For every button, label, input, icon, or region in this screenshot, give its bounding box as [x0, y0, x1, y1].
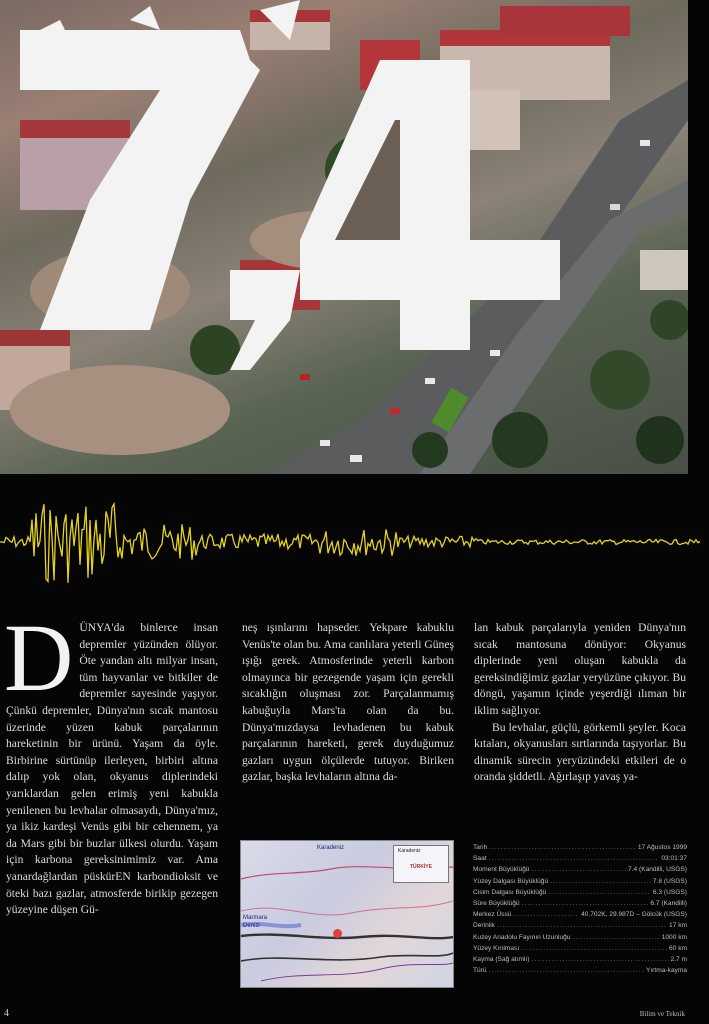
epicenter-marker	[333, 929, 342, 938]
map-inset	[393, 845, 449, 883]
epicenter-map	[240, 840, 454, 988]
fact-key: Yüzey Kırılması	[473, 944, 520, 952]
fact-value: 17 Ağustos 1999	[637, 844, 687, 851]
fact-value: 6.3 (USGS)	[652, 888, 687, 896]
fact-key: Moment Büyüklüğü	[473, 866, 530, 874]
fact-row	[473, 943, 687, 954]
fact-key: Saat	[473, 855, 487, 863]
fact-row	[473, 920, 687, 931]
fact-leader-dots	[489, 853, 660, 864]
fact-value: 6.7 (Kandilli)	[650, 900, 687, 908]
fact-leader-dots	[489, 965, 644, 976]
fact-key: Türü	[473, 967, 487, 975]
fact-row	[473, 932, 687, 943]
quake-facts-table	[473, 842, 687, 976]
fact-value: 17 km	[669, 922, 687, 930]
fact-row	[473, 909, 687, 920]
fact-leader-dots	[548, 887, 651, 898]
fact-row	[473, 853, 687, 864]
fact-row	[473, 887, 687, 898]
fact-value: 1000 km	[661, 933, 687, 941]
inset-country: TÜRKİYE	[410, 864, 432, 870]
inset-title: Karadeniz	[398, 848, 421, 854]
fact-key: Kuzey Anadolu Fayının Uzunluğu	[473, 933, 571, 941]
article-paragraph: ÜNYA'da binlerce insan depremler yüzünden ölüyor. Öte yandan altı milyar insan, tüm hayvanlar ve bitkiler de depremler sayesinde yaşıyor. Çünkü depremler, Dünya'nın sıcak mantosu üzerinde yüzen kabuk parçalarının hareketinin bir ürünü. Yaşam da öyle. Birbirine sürtünüp ilerleyen, birbiri altına dalıp yok olan, okyanus diplerindeki yarıklardan gelen erimiş yeni kabukla yenilenen bu levhalar olmasaydı, Dünya'mız, ya ikiz kardeşi Venüs gibi bir cehennem, ya da Mars gibi bir buzlar ülkesi olurdu. Yaşam için karbona gereksinimimiz var. Ama yanardağlardan püskürEN karbondioksit ve öteki bazı gazlar, atmosferde birikip gezegen yüzeyine düşen Gü-	[6, 621, 218, 917]
article-paragraph: Bu levhalar, güçlü, görkemli şeyler. Koca kıtaları, okyanusları sırtlarında taşıyorlar. Bu dinamik sürecin yeryüzündeki etkileri de o oranda şiddetli. Ağırlaşıp yavaş ya-	[474, 720, 686, 784]
footer-publication: Bilim ve Teknik	[639, 1010, 685, 1018]
dropcap: D	[4, 604, 74, 711]
fact-leader-dots	[489, 842, 636, 853]
fact-value: 40.702K, 29.987D – Gölcük (USGS)	[581, 911, 687, 919]
fact-row	[473, 965, 687, 976]
page-number: 4	[4, 1008, 9, 1019]
fact-key: Tarih	[473, 844, 488, 851]
fact-value: 7.4 (Kandilli, USGS)	[628, 866, 687, 874]
map-label-marmara: Marmara	[243, 915, 268, 921]
fact-key: Kayma (Sağ atımlı)	[473, 956, 530, 964]
fact-row	[473, 898, 687, 909]
fact-value: 2.7 m	[670, 956, 687, 964]
fact-value: Yırtma-kayma	[645, 967, 687, 975]
fact-key: Süre Büyüklüğü	[473, 900, 520, 908]
article-paragraph: neş ışınlarını hapseder. Yekpare kabuklu Venüs'te olan bu. Ama canlılara yeterli Güneş ışığı gerek. Atmosferinde yeterli karbon olmayınca bir gezegende yaşam için gerekli sıcaklığın oluşması zor. Parçalanmamış kabuğuyla Mars'ta olan da bu. Dünya'mızdaysa levhadenen bu kabuk parçalarının hareketi, gerek duyduğumuz gazları uygun ölçülerde tutuyor. Biriken gazlar, başka levhaların altına da-	[242, 621, 454, 784]
magnitude-graphic	[0, 0, 600, 370]
earthquake-aerial-photo	[0, 0, 688, 474]
fact-key: Derinlik	[473, 922, 495, 930]
fact-value: 60 km	[669, 944, 687, 952]
fact-leader-dots	[573, 932, 660, 943]
fact-key: Merkez Üssü	[473, 911, 512, 919]
fact-leader-dots	[497, 920, 667, 931]
fact-leader-dots	[513, 909, 579, 920]
article-paragraph: lan kabuk parçalarıyla yeniden Dünya'nın sıcak mantosuna dönüyor: Okyanus diplerinde yeni oluşan kabukla da gereksindiğimiz gazlar yeryüzüne çıkıyor. Bu döngü, yaşamın içinde yeşerdiği ılıman bir iklim sağlıyor.	[474, 621, 686, 717]
map-label-denizi: Denizi	[243, 923, 260, 929]
fact-value: 7.8 (USGS)	[652, 877, 687, 885]
fact-leader-dots	[521, 943, 667, 954]
fact-row	[473, 864, 687, 875]
seismogram-graphic	[0, 480, 709, 600]
fact-key: Cisim Dalgası Büyüklüğü	[473, 888, 547, 896]
fact-value: 03:01:37	[661, 855, 687, 863]
fact-leader-dots	[531, 864, 626, 875]
fact-row	[473, 876, 687, 887]
fact-row	[473, 842, 687, 853]
article-column-2	[242, 620, 454, 786]
fact-leader-dots	[531, 954, 668, 965]
article-column-1	[4, 604, 218, 919]
fact-leader-dots	[550, 876, 651, 887]
fact-leader-dots	[522, 898, 649, 909]
article-column-3	[474, 620, 686, 786]
fact-row	[473, 954, 687, 965]
fact-key: Yüzey Dalgası Büyüklüğü	[473, 877, 549, 885]
map-label-sea: Karadeniz	[317, 845, 345, 851]
